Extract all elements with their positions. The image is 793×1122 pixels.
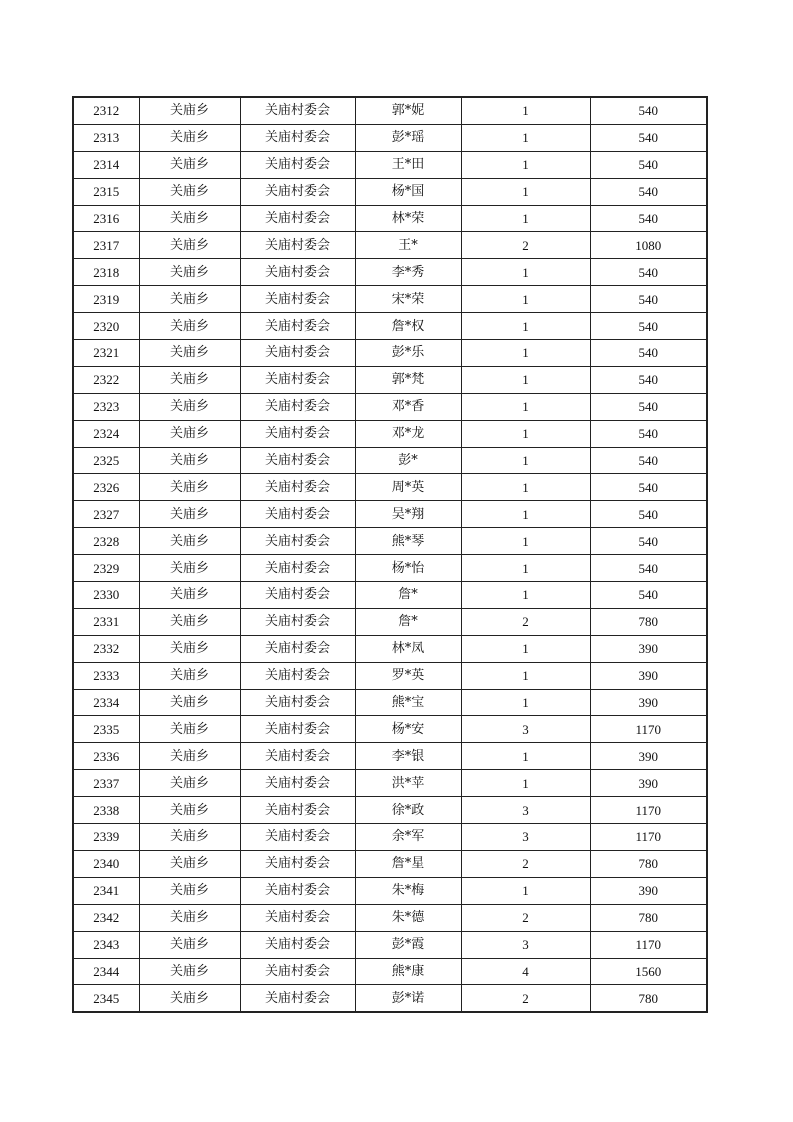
amount-cell: 390 <box>590 635 707 662</box>
township-cell: 关庙乡 <box>139 689 240 716</box>
name-cell: 邓*龙 <box>355 420 461 447</box>
township-cell: 关庙乡 <box>139 824 240 851</box>
township-cell: 关庙乡 <box>139 850 240 877</box>
township-cell: 关庙乡 <box>139 931 240 958</box>
township-cell: 关庙乡 <box>139 582 240 609</box>
amount-cell: 540 <box>590 501 707 528</box>
village-committee-cell: 关庙村委会 <box>240 286 355 313</box>
village-committee-cell: 关庙村委会 <box>240 689 355 716</box>
amount-cell: 540 <box>590 205 707 232</box>
table-row <box>73 393 707 420</box>
name-cell: 林*凤 <box>355 635 461 662</box>
count-cell: 1 <box>461 528 590 555</box>
row-number-cell: 2338 <box>73 797 139 824</box>
name-cell: 郭*妮 <box>355 97 461 124</box>
amount-cell: 1170 <box>590 931 707 958</box>
count-cell: 3 <box>461 931 590 958</box>
name-cell: 徐*政 <box>355 797 461 824</box>
amount-cell: 390 <box>590 689 707 716</box>
name-cell: 杨*安 <box>355 716 461 743</box>
village-committee-cell: 关庙村委会 <box>240 958 355 985</box>
township-cell: 关庙乡 <box>139 366 240 393</box>
row-number-cell: 2336 <box>73 743 139 770</box>
village-committee-cell: 关庙村委会 <box>240 232 355 259</box>
village-committee-cell: 关庙村委会 <box>240 877 355 904</box>
name-cell: 彭*乐 <box>355 340 461 367</box>
village-committee-cell: 关庙村委会 <box>240 313 355 340</box>
count-cell: 1 <box>461 259 590 286</box>
township-cell: 关庙乡 <box>139 716 240 743</box>
table-body <box>73 97 707 1012</box>
village-committee-cell: 关庙村委会 <box>240 904 355 931</box>
count-cell: 1 <box>461 770 590 797</box>
count-cell: 1 <box>461 474 590 501</box>
village-committee-cell: 关庙村委会 <box>240 608 355 635</box>
table-row <box>73 904 707 931</box>
count-cell: 1 <box>461 286 590 313</box>
table-row <box>73 743 707 770</box>
table-row <box>73 797 707 824</box>
township-cell: 关庙乡 <box>139 797 240 824</box>
township-cell: 关庙乡 <box>139 420 240 447</box>
row-number-cell: 2316 <box>73 205 139 232</box>
village-committee-cell: 关庙村委会 <box>240 985 355 1012</box>
count-cell: 4 <box>461 958 590 985</box>
row-number-cell: 2319 <box>73 286 139 313</box>
table-row <box>73 528 707 555</box>
row-number-cell: 2337 <box>73 770 139 797</box>
village-committee-cell: 关庙村委会 <box>240 393 355 420</box>
township-cell: 关庙乡 <box>139 447 240 474</box>
name-cell: 杨*国 <box>355 178 461 205</box>
township-cell: 关庙乡 <box>139 662 240 689</box>
table-row <box>73 555 707 582</box>
name-cell: 李*秀 <box>355 259 461 286</box>
name-cell: 熊*琴 <box>355 528 461 555</box>
name-cell: 詹*权 <box>355 313 461 340</box>
name-cell: 吴*翔 <box>355 501 461 528</box>
amount-cell: 540 <box>590 366 707 393</box>
count-cell: 2 <box>461 904 590 931</box>
table-row <box>73 501 707 528</box>
amount-cell: 780 <box>590 850 707 877</box>
count-cell: 1 <box>461 313 590 340</box>
count-cell: 2 <box>461 850 590 877</box>
amount-cell: 1560 <box>590 958 707 985</box>
count-cell: 1 <box>461 151 590 178</box>
count-cell: 1 <box>461 393 590 420</box>
township-cell: 关庙乡 <box>139 904 240 931</box>
village-committee-cell: 关庙村委会 <box>240 770 355 797</box>
village-committee-cell: 关庙村委会 <box>240 635 355 662</box>
table-row <box>73 931 707 958</box>
row-number-cell: 2322 <box>73 366 139 393</box>
name-cell: 李*银 <box>355 743 461 770</box>
amount-cell: 540 <box>590 528 707 555</box>
village-committee-cell: 关庙村委会 <box>240 528 355 555</box>
row-number-cell: 2317 <box>73 232 139 259</box>
village-committee-cell: 关庙村委会 <box>240 151 355 178</box>
amount-cell: 540 <box>590 555 707 582</box>
row-number-cell: 2314 <box>73 151 139 178</box>
name-cell: 林*荣 <box>355 205 461 232</box>
data-table <box>72 96 708 1013</box>
table-row <box>73 340 707 367</box>
row-number-cell: 2320 <box>73 313 139 340</box>
amount-cell: 540 <box>590 124 707 151</box>
table-row <box>73 662 707 689</box>
township-cell: 关庙乡 <box>139 124 240 151</box>
township-cell: 关庙乡 <box>139 985 240 1012</box>
name-cell: 彭*瑶 <box>355 124 461 151</box>
village-committee-cell: 关庙村委会 <box>240 582 355 609</box>
amount-cell: 1170 <box>590 797 707 824</box>
amount-cell: 540 <box>590 259 707 286</box>
table-row <box>73 420 707 447</box>
table-row <box>73 151 707 178</box>
row-number-cell: 2339 <box>73 824 139 851</box>
table-row <box>73 850 707 877</box>
table-row <box>73 205 707 232</box>
village-committee-cell: 关庙村委会 <box>240 501 355 528</box>
amount-cell: 540 <box>590 313 707 340</box>
name-cell: 洪*苹 <box>355 770 461 797</box>
village-committee-cell: 关庙村委会 <box>240 124 355 151</box>
table-row <box>73 97 707 124</box>
count-cell: 1 <box>461 447 590 474</box>
amount-cell: 540 <box>590 393 707 420</box>
count-cell: 1 <box>461 635 590 662</box>
village-committee-cell: 关庙村委会 <box>240 97 355 124</box>
township-cell: 关庙乡 <box>139 555 240 582</box>
row-number-cell: 2330 <box>73 582 139 609</box>
count-cell: 2 <box>461 232 590 259</box>
village-committee-cell: 关庙村委会 <box>240 931 355 958</box>
township-cell: 关庙乡 <box>139 743 240 770</box>
name-cell: 郭*梵 <box>355 366 461 393</box>
name-cell: 杨*怡 <box>355 555 461 582</box>
row-number-cell: 2321 <box>73 340 139 367</box>
row-number-cell: 2332 <box>73 635 139 662</box>
row-number-cell: 2343 <box>73 931 139 958</box>
row-number-cell: 2325 <box>73 447 139 474</box>
table-row <box>73 985 707 1012</box>
township-cell: 关庙乡 <box>139 232 240 259</box>
name-cell: 朱*德 <box>355 904 461 931</box>
row-number-cell: 2341 <box>73 877 139 904</box>
amount-cell: 540 <box>590 474 707 501</box>
village-committee-cell: 关庙村委会 <box>240 555 355 582</box>
name-cell: 詹* <box>355 608 461 635</box>
name-cell: 熊*宝 <box>355 689 461 716</box>
village-committee-cell: 关庙村委会 <box>240 178 355 205</box>
amount-cell: 390 <box>590 770 707 797</box>
count-cell: 3 <box>461 824 590 851</box>
count-cell: 1 <box>461 124 590 151</box>
count-cell: 3 <box>461 797 590 824</box>
row-number-cell: 2323 <box>73 393 139 420</box>
row-number-cell: 2329 <box>73 555 139 582</box>
township-cell: 关庙乡 <box>139 770 240 797</box>
row-number-cell: 2326 <box>73 474 139 501</box>
table-row <box>73 824 707 851</box>
village-committee-cell: 关庙村委会 <box>240 716 355 743</box>
table-row <box>73 958 707 985</box>
amount-cell: 540 <box>590 340 707 367</box>
amount-cell: 780 <box>590 985 707 1012</box>
row-number-cell: 2331 <box>73 608 139 635</box>
count-cell: 1 <box>461 555 590 582</box>
village-committee-cell: 关庙村委会 <box>240 447 355 474</box>
village-committee-cell: 关庙村委会 <box>240 662 355 689</box>
township-cell: 关庙乡 <box>139 393 240 420</box>
village-committee-cell: 关庙村委会 <box>240 205 355 232</box>
table-row <box>73 178 707 205</box>
count-cell: 1 <box>461 662 590 689</box>
row-number-cell: 2324 <box>73 420 139 447</box>
township-cell: 关庙乡 <box>139 205 240 232</box>
village-committee-cell: 关庙村委会 <box>240 366 355 393</box>
village-committee-cell: 关庙村委会 <box>240 850 355 877</box>
row-number-cell: 2327 <box>73 501 139 528</box>
amount-cell: 1170 <box>590 824 707 851</box>
name-cell: 王*田 <box>355 151 461 178</box>
amount-cell: 390 <box>590 662 707 689</box>
table-row <box>73 877 707 904</box>
table-row <box>73 286 707 313</box>
name-cell: 朱*梅 <box>355 877 461 904</box>
township-cell: 关庙乡 <box>139 528 240 555</box>
amount-cell: 540 <box>590 178 707 205</box>
township-cell: 关庙乡 <box>139 313 240 340</box>
row-number-cell: 2333 <box>73 662 139 689</box>
village-committee-cell: 关庙村委会 <box>240 743 355 770</box>
name-cell: 熊*康 <box>355 958 461 985</box>
name-cell: 詹* <box>355 582 461 609</box>
township-cell: 关庙乡 <box>139 259 240 286</box>
table-row <box>73 770 707 797</box>
row-number-cell: 2342 <box>73 904 139 931</box>
table-row <box>73 635 707 662</box>
township-cell: 关庙乡 <box>139 151 240 178</box>
count-cell: 2 <box>461 608 590 635</box>
count-cell: 1 <box>461 689 590 716</box>
table-row <box>73 259 707 286</box>
row-number-cell: 2328 <box>73 528 139 555</box>
amount-cell: 1080 <box>590 232 707 259</box>
village-committee-cell: 关庙村委会 <box>240 420 355 447</box>
amount-cell: 540 <box>590 151 707 178</box>
name-cell: 彭* <box>355 447 461 474</box>
row-number-cell: 2312 <box>73 97 139 124</box>
township-cell: 关庙乡 <box>139 97 240 124</box>
name-cell: 彭*诺 <box>355 985 461 1012</box>
count-cell: 1 <box>461 340 590 367</box>
table-row <box>73 474 707 501</box>
count-cell: 1 <box>461 501 590 528</box>
count-cell: 1 <box>461 205 590 232</box>
township-cell: 关庙乡 <box>139 877 240 904</box>
name-cell: 彭*霞 <box>355 931 461 958</box>
township-cell: 关庙乡 <box>139 286 240 313</box>
row-number-cell: 2334 <box>73 689 139 716</box>
township-cell: 关庙乡 <box>139 474 240 501</box>
amount-cell: 780 <box>590 608 707 635</box>
name-cell: 罗*英 <box>355 662 461 689</box>
name-cell: 詹*星 <box>355 850 461 877</box>
table-row <box>73 608 707 635</box>
amount-cell: 540 <box>590 447 707 474</box>
name-cell: 余*军 <box>355 824 461 851</box>
table-row <box>73 582 707 609</box>
amount-cell: 540 <box>590 582 707 609</box>
amount-cell: 540 <box>590 97 707 124</box>
row-number-cell: 2344 <box>73 958 139 985</box>
township-cell: 关庙乡 <box>139 635 240 662</box>
count-cell: 1 <box>461 366 590 393</box>
count-cell: 1 <box>461 582 590 609</box>
row-number-cell: 2318 <box>73 259 139 286</box>
township-cell: 关庙乡 <box>139 501 240 528</box>
village-committee-cell: 关庙村委会 <box>240 797 355 824</box>
table-row <box>73 232 707 259</box>
amount-cell: 390 <box>590 743 707 770</box>
table-row <box>73 447 707 474</box>
amount-cell: 540 <box>590 420 707 447</box>
name-cell: 周*英 <box>355 474 461 501</box>
village-committee-cell: 关庙村委会 <box>240 824 355 851</box>
township-cell: 关庙乡 <box>139 178 240 205</box>
row-number-cell: 2340 <box>73 850 139 877</box>
township-cell: 关庙乡 <box>139 340 240 367</box>
table-row <box>73 313 707 340</box>
count-cell: 1 <box>461 743 590 770</box>
amount-cell: 780 <box>590 904 707 931</box>
count-cell: 1 <box>461 97 590 124</box>
village-committee-cell: 关庙村委会 <box>240 474 355 501</box>
amount-cell: 1170 <box>590 716 707 743</box>
name-cell: 王* <box>355 232 461 259</box>
count-cell: 1 <box>461 178 590 205</box>
count-cell: 1 <box>461 877 590 904</box>
row-number-cell: 2335 <box>73 716 139 743</box>
row-number-cell: 2315 <box>73 178 139 205</box>
count-cell: 1 <box>461 420 590 447</box>
village-committee-cell: 关庙村委会 <box>240 259 355 286</box>
township-cell: 关庙乡 <box>139 608 240 635</box>
count-cell: 3 <box>461 716 590 743</box>
township-cell: 关庙乡 <box>139 958 240 985</box>
row-number-cell: 2313 <box>73 124 139 151</box>
count-cell: 2 <box>461 985 590 1012</box>
table-row <box>73 124 707 151</box>
name-cell: 宋*荣 <box>355 286 461 313</box>
table-row <box>73 689 707 716</box>
amount-cell: 540 <box>590 286 707 313</box>
amount-cell: 390 <box>590 877 707 904</box>
name-cell: 邓*香 <box>355 393 461 420</box>
table-row <box>73 716 707 743</box>
table-row <box>73 366 707 393</box>
row-number-cell: 2345 <box>73 985 139 1012</box>
village-committee-cell: 关庙村委会 <box>240 340 355 367</box>
